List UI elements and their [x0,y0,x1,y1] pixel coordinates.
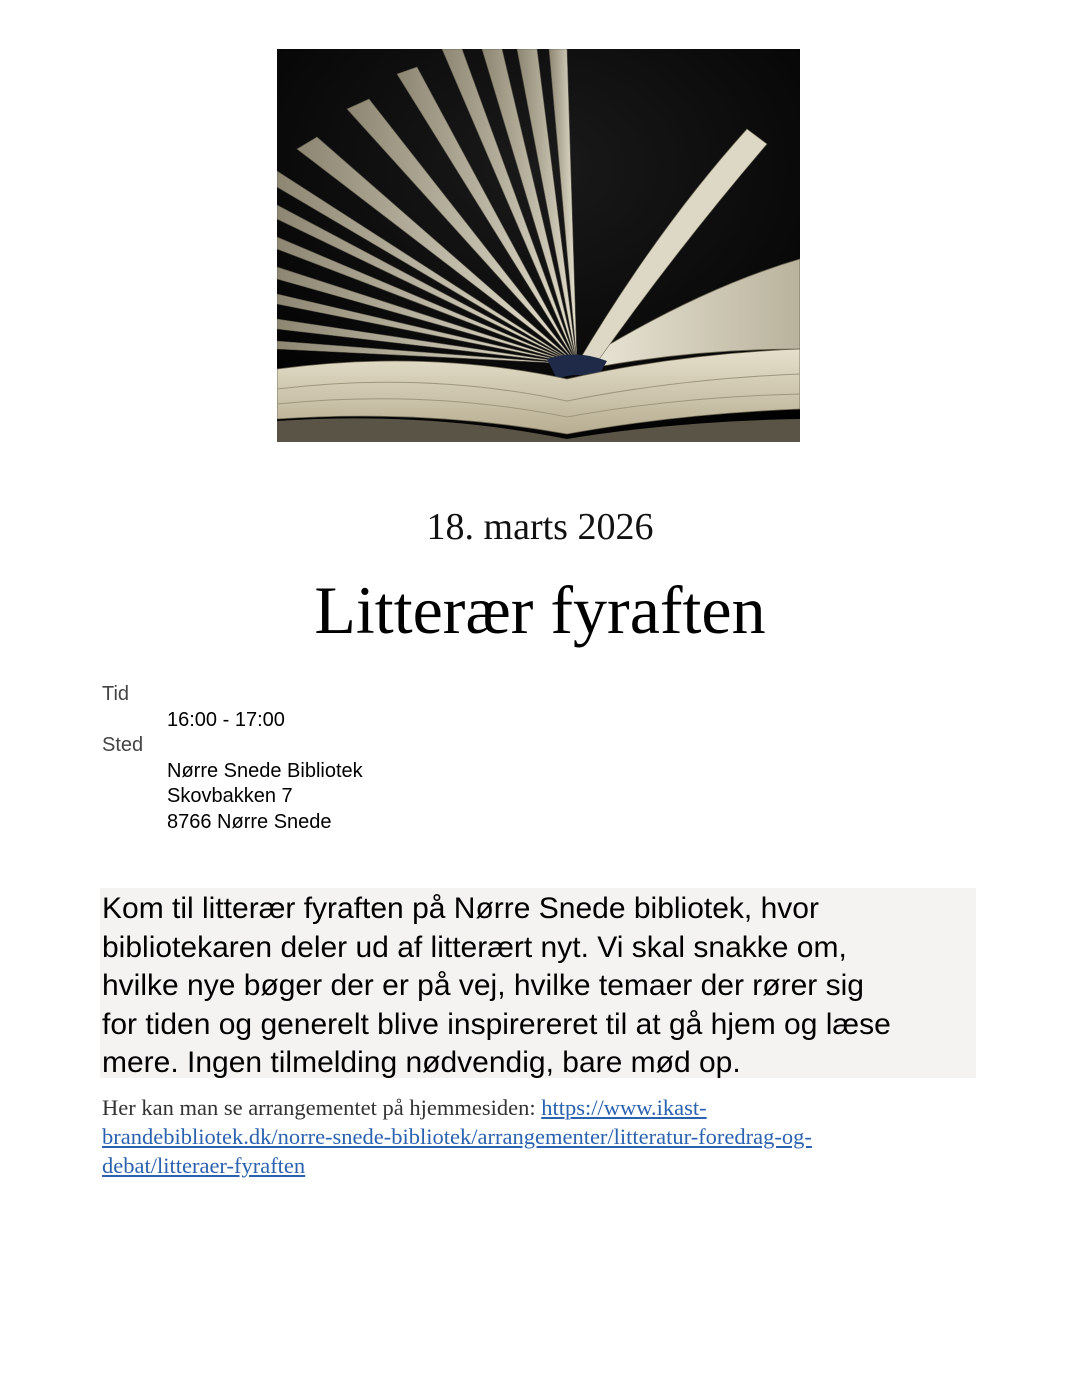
description-line: mere. Ingen tilmelding nødvendig, bare mød op. [102,1046,741,1079]
description-line: bibliotekaren deler ud af litterært nyt. Vi skal snakke om, [102,930,847,964]
open-book-icon [277,49,800,442]
hero-image [277,49,800,442]
event-link-part[interactable]: debat/litteraer-fyraften [102,1153,306,1178]
website-intro: Her kan man se arrangementet på hjemmesiden: [102,1095,542,1120]
event-link-part[interactable]: brandebibliotek.dk/norre-snede-bibliotek/arrangementer/litteratur-foredrag-og- [102,1124,812,1149]
description-line: hvilke nye bøger der er på vej, hvilke temaer der rører sig [102,969,864,1002]
website-paragraph [102,1093,962,1180]
event-description [100,888,976,1078]
time-value: 16:00 - 17:00 [167,708,285,731]
event-date: 18. marts 2026 [426,506,654,548]
time-label: Tid [102,683,130,705]
event-link-part[interactable]: https://www.ikast- [541,1095,707,1120]
place-line: 8766 Nørre Snede [167,810,332,833]
place-line: Nørre Snede Bibliotek [167,759,363,782]
event-title: Litterær fyraften [314,572,766,648]
place-label: Sted [102,734,144,756]
place-line: Skovbakken 7 [167,785,293,807]
description-line: Kom til litterær fyraften på Nørre Snede bibliotek, hvor [102,892,819,925]
event-info [102,682,363,835]
description-line: for tiden og generelt blive inspirereret til at gå hjem og læse [102,1007,891,1041]
